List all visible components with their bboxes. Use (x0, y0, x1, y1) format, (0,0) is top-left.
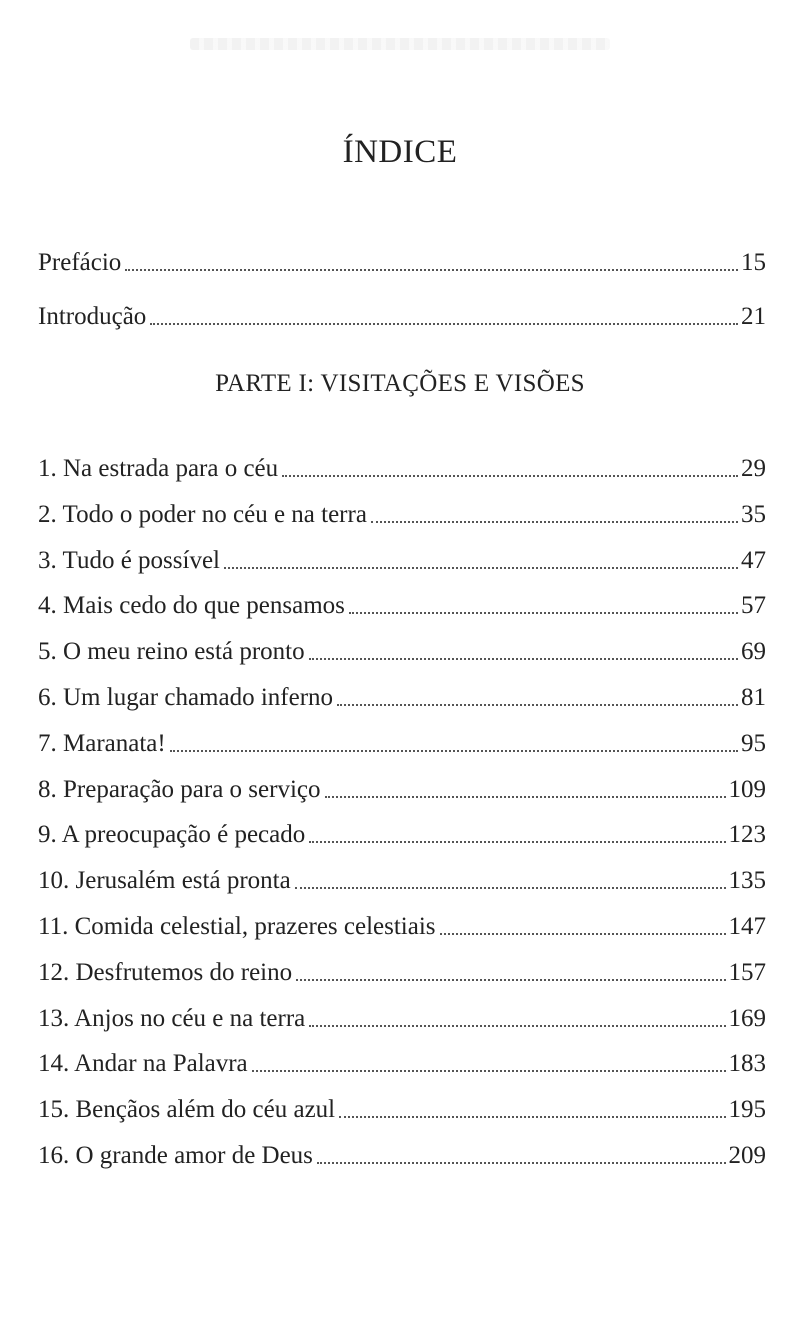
toc-entry-label: 2. Todo o poder no céu e na terra (38, 501, 367, 528)
toc-entry-page-number: 135 (728, 867, 766, 894)
toc-entry-chapter-10[interactable] (38, 856, 766, 896)
toc-entry-chapter-4[interactable] (38, 581, 766, 621)
toc-entry-label: 11. Comida celestial, prazeres celestiais (38, 913, 436, 940)
toc-entry-page-number: 15 (741, 249, 766, 276)
toc-entry-introducao[interactable] (38, 292, 766, 332)
toc-entry-label: 14. Andar na Palavra (38, 1050, 248, 1077)
toc-entry-page-number: 183 (728, 1050, 766, 1077)
toc-entry-chapter-14[interactable] (38, 1039, 766, 1079)
toc-entry-label: 1. Na estrada para o céu (38, 455, 279, 482)
dot-leader (317, 1162, 726, 1164)
dot-leader (252, 1070, 726, 1072)
toc-entry-page-number: 195 (728, 1096, 766, 1123)
toc-entry-label: 12. Desfrutemos do reino (38, 959, 293, 986)
toc-entry-label: 13. Anjos no céu e na terra (38, 1005, 306, 1032)
dot-leader (125, 269, 738, 271)
toc-entry-page-number: 57 (741, 592, 766, 619)
toc-entry-page-number: 157 (728, 959, 766, 986)
toc-entry-chapter-8[interactable] (38, 765, 766, 805)
dot-leader (309, 1025, 725, 1027)
bleed-through-header (0, 30, 800, 54)
page-title: ÍNDICE (342, 134, 458, 171)
toc-entry-page-number: 81 (741, 684, 766, 711)
dot-leader (170, 750, 738, 752)
dot-leader (337, 704, 738, 706)
toc-entry-prefacio[interactable] (38, 238, 766, 278)
toc-entry-label: 9. A preocupação é pecado (38, 821, 306, 848)
toc-entry-chapter-5[interactable] (38, 627, 766, 667)
toc-entry-label: Introdução (38, 303, 147, 330)
toc-entry-chapter-15[interactable] (38, 1085, 766, 1125)
dot-leader (339, 1116, 725, 1118)
toc-entry-label: Prefácio (38, 249, 122, 276)
dot-leader (309, 841, 725, 843)
toc-entry-label: 4. Mais cedo do que pensamos (38, 592, 345, 619)
dot-leader (371, 521, 738, 523)
toc-entry-page-number: 169 (728, 1005, 766, 1032)
toc-entry-chapter-2[interactable] (38, 490, 766, 530)
toc-entry-chapter-3[interactable] (38, 536, 766, 576)
toc-entry-label: 7. Maranata! (38, 730, 166, 757)
toc-entry-label: 6. Um lugar chamado inferno (38, 684, 334, 711)
toc-entry-page-number: 47 (741, 547, 766, 574)
toc-entry-chapter-6[interactable] (38, 673, 766, 713)
toc-entry-page-number: 29 (741, 455, 766, 482)
toc-entry-chapter-13[interactable] (38, 994, 766, 1034)
toc-entry-chapter-16[interactable] (38, 1131, 766, 1171)
toc-entry-label: 8. Preparação para o serviço (38, 776, 321, 803)
toc-entry-page-number: 69 (741, 638, 766, 665)
toc-entry-label: 5. O meu reino está pronto (38, 638, 305, 665)
toc-entry-page-number: 147 (728, 913, 766, 940)
toc-entry-label: 15. Bençãos além do céu azul (38, 1096, 336, 1123)
toc-entry-chapter-9[interactable] (38, 810, 766, 850)
dot-leader (309, 658, 738, 660)
dot-leader (440, 933, 726, 935)
dot-leader (282, 475, 738, 477)
toc-entry-page-number: 95 (741, 730, 766, 757)
part-heading: PARTE I: VISITAÇÕES E VISÕES (215, 370, 585, 397)
dot-leader (325, 796, 726, 798)
toc-entry-page-number: 109 (728, 776, 766, 803)
dot-leader (296, 979, 725, 981)
toc-entry-chapter-11[interactable] (38, 902, 766, 942)
toc-entry-page-number: 35 (741, 501, 766, 528)
toc-entry-label: 16. O grande amor de Deus (38, 1142, 313, 1169)
toc-entry-page-number: 209 (728, 1142, 766, 1169)
dot-leader (295, 887, 726, 889)
toc-entry-label: 3. Tudo é possível (38, 547, 220, 574)
toc-entry-label: 10. Jerusalém está pronta (38, 867, 291, 894)
toc-entry-page-number: 21 (741, 303, 766, 330)
toc-entry-chapter-12[interactable] (38, 948, 766, 988)
toc-entry-page-number: 123 (728, 821, 766, 848)
toc-entry-chapter-1[interactable] (38, 444, 766, 484)
dot-leader (349, 612, 738, 614)
dot-leader (224, 567, 738, 569)
toc-entry-chapter-7[interactable] (38, 719, 766, 759)
dot-leader (150, 323, 738, 325)
bleed-through-text-strip (190, 38, 610, 50)
